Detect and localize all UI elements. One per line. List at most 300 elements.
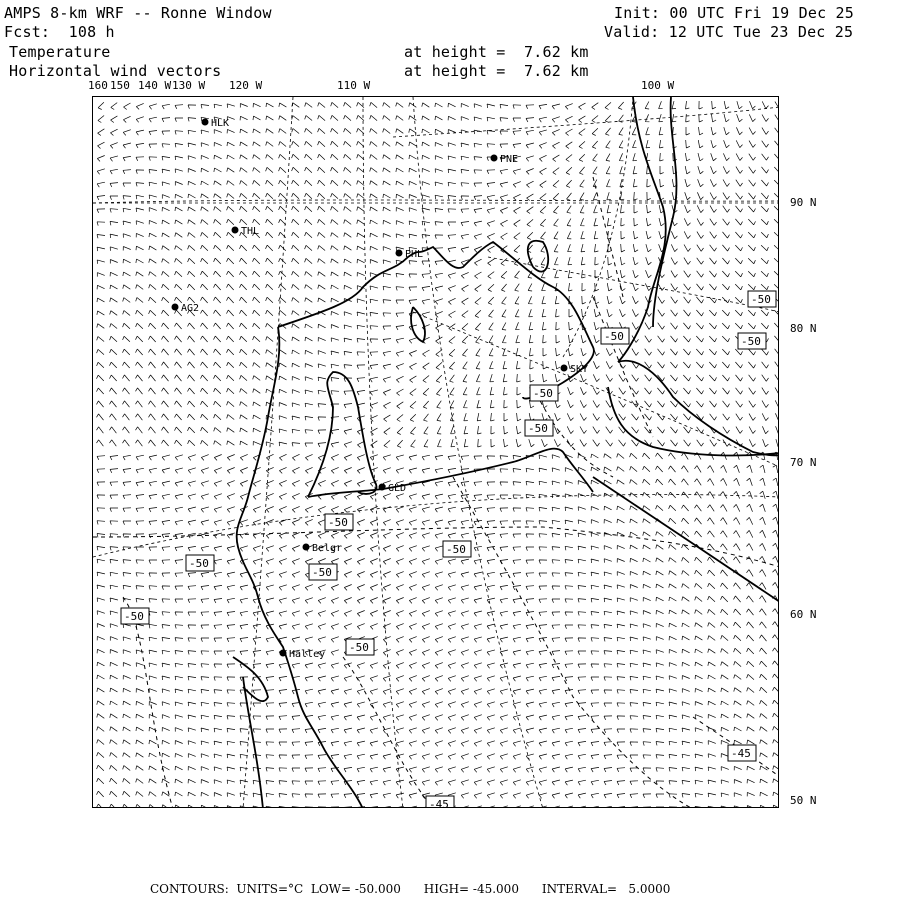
wind-barb [760,491,766,499]
coast-segment [528,241,548,272]
wind-barb [175,362,182,368]
wind-barb [760,805,768,808]
wind-barb [357,689,365,695]
wind-barb [670,401,677,407]
wind-barb [175,182,182,186]
wind-barb [396,728,404,734]
wind-barb [696,310,703,316]
wind-barb [422,559,430,565]
wind-barb [201,349,208,355]
wind-barb [619,362,626,369]
wind-barb [201,767,209,771]
wind-barb [292,429,300,433]
wind-barb [461,741,469,747]
wind-barb [383,585,390,591]
wind-barb [513,118,521,122]
wind-barb [773,700,779,706]
wind-barb [606,166,610,174]
wind-barb [240,546,248,552]
wind-barb [487,728,495,734]
wind-barb [214,599,222,604]
wind-barb [136,195,144,199]
wind-barb [632,309,638,316]
wind-barb [331,115,338,120]
wind-barb [723,166,729,173]
wind-barb [513,741,521,746]
wind-barb [227,441,235,445]
wind-barb [568,257,572,265]
wind-barb [136,401,143,407]
wind-barb [318,115,325,120]
wind-barb [448,676,456,682]
wind-barb [97,388,104,394]
wind-barb [734,465,740,472]
station-label: PNE [500,154,519,165]
wind-barb [448,754,456,760]
wind-barb [240,271,247,277]
wind-barb [201,401,208,407]
wind-barb [110,637,117,641]
wind-barb [305,219,312,224]
wind-barb [331,650,339,656]
wind-barb [685,192,691,200]
wind-barb [734,806,742,808]
wind-barb [409,103,417,108]
wind-barb [578,741,586,746]
wind-barb [97,362,104,368]
wind-barb [736,180,743,187]
wind-barb [149,481,157,486]
wind-barb [476,349,480,357]
wind-barb [279,755,287,759]
wind-barb [422,286,430,291]
wind-barb [708,518,715,525]
wind-barb [488,297,494,304]
wind-barb [240,651,248,655]
wind-barb [656,742,664,746]
wind-barb [435,222,443,226]
wind-barb [123,116,130,122]
wind-barb [630,781,638,785]
wind-barb [747,491,753,498]
wind-barb [396,194,404,198]
wind-barb [656,479,663,485]
wind-barb [578,559,586,563]
wind-barb [773,465,778,473]
wind-barb [605,102,611,109]
wind-barb [227,428,235,433]
wind-barb [578,599,586,603]
wind-barb [760,543,766,550]
wind-barb [383,754,391,759]
wind-barb [630,571,638,575]
wind-barb [331,364,339,368]
wind-barb [604,742,612,746]
wind-barb [188,455,196,461]
wind-barb [500,182,508,187]
wind-barb [370,352,378,356]
wind-barb [370,207,378,211]
wind-barb [462,285,469,291]
wind-barb [581,348,586,356]
wind-barb [656,492,663,498]
wind-barb [500,689,508,694]
wind-barb [227,507,235,513]
wind-barb [672,114,676,122]
wind-barb [214,441,222,446]
wind-barb [695,649,703,653]
wind-barb [448,559,456,564]
wind-barb [569,322,573,330]
wind-barb [435,676,443,682]
wind-barb [504,387,508,395]
wind-barb [188,599,196,603]
wind-barb [227,598,235,603]
wind-barb [760,700,767,705]
wind-barb [110,791,117,797]
wind-barb [188,401,195,407]
wind-barb [136,701,144,705]
wind-barb [487,221,495,227]
wind-barb [97,349,104,354]
wind-barb [736,206,743,212]
wind-barb [708,583,715,589]
wind-barb [201,481,209,487]
wind-barb [370,246,378,250]
wind-barb [513,624,521,629]
wind-barb [478,426,482,434]
wind-barb [734,504,740,511]
wind-barb [530,374,534,382]
wind-barb [696,388,703,394]
wind-barb [487,767,495,773]
wind-barb [240,349,247,355]
wind-barb [344,807,352,808]
wind-barb [409,741,417,747]
wind-barb [357,339,365,343]
wind-barb [581,257,585,265]
wind-barb [422,702,430,708]
wind-barb [266,663,274,668]
wind-barb [318,480,325,486]
wind-barb [370,286,378,290]
wind-barb [136,637,144,641]
wind-barb [409,806,417,808]
wind-barb [487,534,495,539]
wind-barb [201,638,209,642]
wind-barb [721,622,728,627]
wind-barb [396,715,404,721]
wind-barb [123,170,131,174]
wind-barb [240,598,248,603]
wind-barb [344,754,352,759]
wind-barb [657,427,664,433]
wind-barb [565,520,573,524]
wind-barb [513,767,521,773]
wind-barb [214,780,222,784]
wind-barb [266,337,273,342]
wind-barb [593,414,600,421]
wind-barb [422,767,430,773]
lon-label: 100 W [641,79,675,92]
wind-barb [305,103,313,108]
wind-barb [695,610,703,615]
wind-barb [384,428,390,435]
wind-barb [697,232,704,239]
wind-barb [305,141,312,146]
wind-barb [123,727,130,731]
wind-barb [240,129,248,133]
wind-barb [582,270,586,278]
wind-barb [462,323,468,330]
wind-barb [554,232,558,240]
wind-barb [357,533,364,539]
wind-barb [227,690,235,694]
wind-barb [461,456,469,460]
wind-barb [240,181,247,186]
wind-barb [279,206,286,212]
wind-barb [630,703,638,707]
wind-barb [149,805,156,809]
wind-barb [188,546,196,551]
wind-barb [188,375,195,381]
wind-barb [357,767,365,772]
wind-barb [578,454,586,458]
wind-barb [475,323,480,330]
wind-barb [292,206,299,212]
wind-barb [513,194,520,200]
wind-barb [724,114,729,122]
wind-barb [227,546,235,551]
wind-barb [201,323,208,329]
wind-barb [461,143,469,147]
wind-barb [97,375,104,381]
wind-barb [565,573,573,577]
wind-barb [279,389,287,393]
wind-barb [409,663,416,669]
wind-barb [175,599,183,603]
wind-barb [697,427,704,433]
wind-barb [474,806,482,808]
wind-barb [253,637,261,642]
wind-barb [760,661,767,667]
wind-barb [357,546,364,552]
wind-barb [500,482,508,486]
wind-barb [517,413,521,421]
wind-barb [502,323,506,331]
wind-barb [682,728,690,732]
wind-barb [712,101,716,109]
wind-barb [684,440,691,446]
wind-barb [552,507,560,511]
wind-barb [595,244,599,252]
wind-barb [266,585,274,590]
wind-barb [110,701,118,705]
wind-barb [734,544,741,551]
wind-barb [695,675,703,679]
wind-barb [149,440,156,446]
wind-barb [671,271,678,278]
wind-barb [123,573,131,577]
wind-barb [488,246,495,252]
wind-barb [136,183,144,187]
station-marker [280,650,287,657]
wind-barb [175,207,183,211]
wind-barb [487,611,495,616]
wind-barb [227,754,235,758]
wind-barb [318,585,325,591]
wind-barb [604,467,612,471]
wind-barb [591,625,599,629]
wind-barb [500,624,508,629]
wind-barb [448,222,456,226]
wind-barb [331,741,339,746]
wind-barb [773,609,780,616]
wind-barb [474,157,482,161]
wind-barb [409,287,417,291]
wind-barb [149,612,157,616]
wind-barb [240,310,247,316]
wind-barb [565,806,573,808]
wind-barb [671,336,678,342]
station-label: Belgr [312,543,343,554]
wind-barb [646,218,651,226]
wind-barb [136,766,144,771]
wind-barb [344,220,352,225]
wind-barb [608,231,612,239]
wind-barb [136,547,144,551]
wind-barb [383,767,391,772]
wind-barb [501,271,507,278]
wind-barb [555,361,560,369]
wind-barb [735,271,742,277]
wind-barb [500,728,508,734]
wind-barb [684,310,691,316]
wind-barb [760,504,766,512]
wind-barb [578,520,586,524]
wind-barb [436,337,443,344]
wind-barb [500,104,508,108]
wind-barb [331,781,339,785]
wind-barb [670,362,677,368]
wind-barb [175,169,183,173]
wind-barb [461,507,469,512]
contour-label: -50 [751,293,771,306]
wind-barb [761,232,768,238]
wind-barb [645,336,652,343]
wind-barb [607,205,611,213]
wind-barb [279,624,287,629]
wind-barb [448,663,456,669]
wind-barb [214,401,221,406]
wind-barb [513,611,521,616]
wind-barb [292,245,299,250]
wind-barb [266,323,273,328]
wind-barb [527,207,534,214]
wind-barb [266,376,274,380]
wind-barb [175,258,183,263]
wind-barb [279,416,287,420]
wind-barb [526,715,534,720]
wind-barb [591,806,599,808]
wind-barb [539,676,547,681]
wind-barb [175,143,183,147]
wind-barb [396,181,404,185]
wind-barb [305,377,313,381]
wind-barb [162,310,169,316]
wind-barb [773,517,779,525]
wind-barb [397,389,404,396]
wind-barb [227,168,235,172]
wind-barb [487,170,495,174]
wind-barb [123,804,130,808]
wind-barb [526,624,534,629]
wind-barb [734,609,741,615]
wind-barb [188,792,196,796]
wind-barb [266,219,273,225]
wind-barb [410,414,416,421]
wind-barb [292,768,300,772]
wind-barb [734,793,742,797]
wind-barb [344,141,351,146]
wind-barb [318,259,326,264]
wind-barb [357,741,365,746]
wind-barb [578,625,586,629]
wind-barb [396,676,404,682]
wind-barb [474,715,482,721]
wind-barb [747,504,753,511]
wind-barb [344,194,351,199]
wind-barb [175,323,182,329]
wind-barb [513,105,521,109]
wind-barb [774,232,779,237]
wind-barb [515,297,519,305]
wind-barb [684,245,691,252]
wind-barb [149,144,157,148]
wind-barb [331,141,338,146]
wind-barb [240,402,248,407]
wind-barb [643,650,651,654]
wind-barb [461,209,469,213]
wind-barb [123,196,131,200]
wind-barb [461,222,469,227]
wind-barb [543,335,547,343]
wind-barb [487,233,494,239]
wind-barb [344,794,352,798]
wind-barb [409,507,417,513]
wind-barb [580,387,586,394]
wind-barb [709,362,716,368]
wind-barb [657,414,664,420]
wind-barb [776,426,779,434]
wind-barb [344,585,351,591]
wind-barb [175,741,183,745]
wind-barb [240,168,248,173]
wind-barb [709,271,716,277]
wind-barb [292,167,299,172]
wind-barb [383,364,391,369]
wind-barb [422,116,430,120]
wind-barb [630,650,638,654]
wind-barb [318,598,326,604]
wind-barb [630,716,638,720]
wind-barb [123,401,130,407]
wind-barb [422,182,430,186]
wind-barb [175,455,183,461]
wind-barb [645,283,651,290]
wind-barb [659,231,665,239]
wind-barb [530,361,534,369]
